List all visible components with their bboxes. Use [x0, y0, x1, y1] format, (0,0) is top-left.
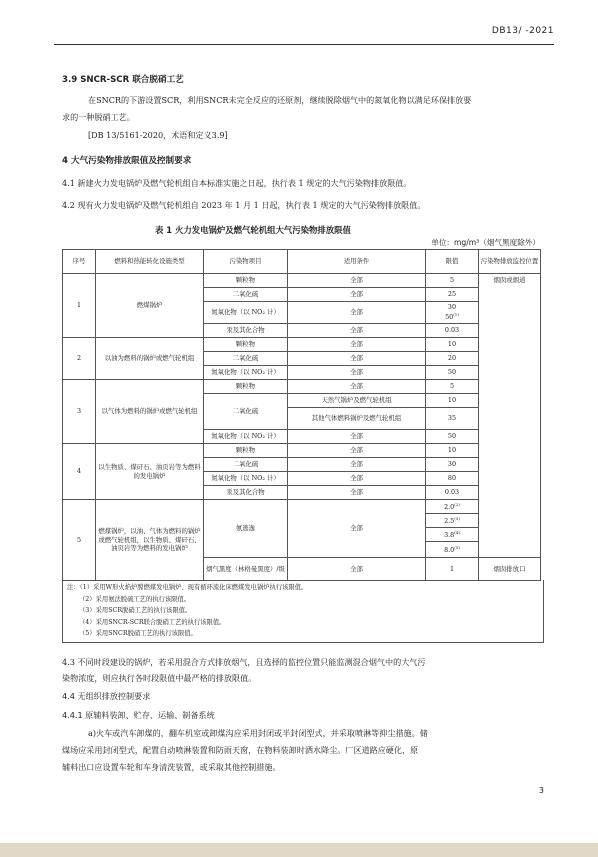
cell-condition: 全部 — [288, 500, 426, 558]
page-number: 3 — [538, 786, 544, 795]
table-note: （3）采用SCR脱硝工艺的执行该限值。 — [79, 607, 192, 614]
cell-pollutant: 汞及其化合物 — [204, 486, 288, 500]
table-note: （4）采用SNCR-SCR联合脱硝工艺的执行该限值。 — [79, 618, 226, 626]
cell-pollutant: 颗粒物 — [204, 444, 288, 458]
header-rule — [54, 44, 554, 45]
table-caption: 表 1 火力发电锅炉及燃气轮机组大气污染物排放限值 — [155, 225, 351, 235]
cell-limit: 10 — [426, 394, 479, 408]
cell-fuel-type: 燃煤锅炉，以油、气体为燃料的锅炉或燃气轮机组，以生物质、煤矸石、油页岩等为燃料的发电锅炉 — [96, 500, 204, 581]
table-row — [63, 338, 541, 352]
cell-limit — [426, 500, 479, 514]
cell-pollutant: 二氧化硫 — [204, 458, 288, 472]
footnote-ref: (4) — [454, 530, 460, 536]
cell-limit: 20 — [426, 352, 479, 366]
cell-condition: 全部 — [288, 302, 426, 324]
limit-value-with-note — [427, 311, 477, 322]
table-unit: 单位：mg/m³（烟气黑度除外） — [431, 238, 540, 247]
table-row — [63, 444, 541, 458]
cell-limit: 10 — [426, 338, 479, 352]
limit-value: 8.0 — [444, 546, 455, 555]
section-3-9-heading: 3.9 SNCR-SCR 联合脱硝工艺 — [62, 75, 184, 85]
section-4-4-heading: 4.4 无组织排放控制要求 — [62, 691, 151, 701]
table-row — [63, 274, 541, 288]
table-row — [63, 380, 541, 394]
cell-condition: 全部 — [288, 486, 426, 500]
cell-condition: 全部 — [288, 380, 426, 394]
clause-4-3-line1: 4.3 不同时段建设的锅炉，若采用混合方式排放烟气，且选择的监控位置只能监测混合烟气中的大气污 — [62, 657, 426, 667]
cell-fuel-type: 以生物质、煤矸石、油页岩等为燃料的发电锅炉 — [96, 444, 204, 500]
cell-pollutant: 二氧化硫 — [204, 288, 288, 302]
section-4-heading: 4 大气污染物排放限值及控制要求 — [62, 156, 192, 166]
cell-pollutant: 颗粒物 — [204, 380, 288, 394]
limit-value: 3.8 — [444, 531, 455, 540]
cell-pollutant: 氮氧化物（以 NO₂ 计） — [204, 472, 288, 486]
cell-limit: 25 — [426, 288, 479, 302]
clause-4-2: 4.2 现有火力发电锅炉及燃气轮机组自 2023 年 1 月 1 日起，执行表 1 规定的大气污染物排放限值。 — [62, 200, 426, 210]
cell-condition: 天然气锅炉及燃气轮机组 — [288, 394, 426, 408]
section-3-9-text-line1: 在SNCR的下游设置SCR，利用SNCR未完全反应的还原剂，继续脱除烟气中的氮氧化物以满足环保排放要 — [88, 95, 472, 105]
header-condition: 适用条件 — [288, 250, 426, 274]
cell-limit — [426, 542, 479, 558]
cell-limit — [426, 302, 479, 324]
cell-fuel-type: 燃煤锅炉 — [96, 274, 204, 338]
header-pollutant: 污染物项目 — [204, 250, 288, 274]
cell-limit: 5 — [426, 274, 479, 288]
table-row — [63, 500, 541, 514]
limit-value: 2.5 — [444, 517, 455, 526]
limit-value: 50 — [445, 313, 454, 322]
table-note: （2）采用氨法脱硫工艺的执行该限值。 — [79, 595, 191, 603]
cell-pollutant: 二氧化硫 — [204, 352, 288, 366]
header-monitor: 污染物排放监控位置 — [479, 250, 541, 274]
table-notes — [62, 580, 544, 643]
bottom-band — [0, 843, 598, 857]
cell-condition: 全部 — [288, 472, 426, 486]
cell-pollutant: 二氧化硫 — [204, 394, 288, 430]
cell-seq: 4 — [63, 444, 96, 500]
cell-pollutant: 氮氧化物（以 NO₂ 计） — [204, 302, 288, 324]
footnote-ref: (3) — [454, 516, 460, 522]
cell-pollutant: 氨逃逸 — [204, 500, 288, 558]
cell-limit: 0.03 — [426, 324, 479, 338]
cell-seq: 3 — [63, 380, 96, 444]
cell-condition: 全部 — [288, 352, 426, 366]
clause-a-line2: 煤场应采用封闭型式，配置自动喷淋装置和防雨天窗，在物料装卸时洒水降尘。厂区道路应硬化，原 — [62, 745, 419, 755]
section-3-9-text-line2: 求的一种脱硝工艺。 — [62, 112, 135, 122]
cell-limit: 50 — [426, 366, 479, 380]
document-code: DB13/ -2021 — [491, 26, 554, 36]
table-note: （5）采用SNCR脱硝工艺的执行该限值。 — [79, 630, 197, 637]
clause-4-1: 4.1 新建火力发电锅炉及燃气轮机组自本标准实施之日起，执行表 1 规定的大气污染物排放限值。 — [62, 178, 412, 188]
cell-seq: 5 — [63, 500, 96, 581]
cell-fuel-type: 以气体为燃料的锅炉或燃气轮机组 — [96, 380, 204, 444]
cell-condition: 全部 — [288, 458, 426, 472]
clause-a-line1: a)火车或汽车卸煤的，翻车机室或卸煤沟应采用封闭或半封闭型式，并采取喷淋等抑尘措施。储 — [88, 728, 428, 738]
cell-seq: 1 — [63, 274, 96, 338]
footnote-ref: (2) — [454, 502, 460, 508]
cell-limit — [426, 514, 479, 528]
header-fuel-type: 燃料和热能转化设施类型 — [96, 250, 204, 274]
cell-fuel-type: 以油为燃料的锅炉或燃气轮机组 — [96, 338, 204, 380]
header-limit: 限值 — [426, 250, 479, 274]
section-3-9-reference: [DB 13/5161-2020，术语和定义3.9] — [88, 130, 228, 140]
limit-value: 2.0 — [444, 503, 455, 512]
cell-seq: 2 — [63, 338, 96, 380]
clause-4-3-line2: 染物浓度，则应执行各时段限值中最严格的排放限值。 — [62, 673, 257, 683]
cell-condition: 其他气体燃料锅炉及燃气轮机组 — [288, 408, 426, 430]
table-note: 注：（1）采用W形火焰炉膛燃煤发电锅炉、现有循环流化床燃煤发电锅炉执行该限值。 — [67, 584, 308, 591]
cell-condition: 全部 — [288, 430, 426, 444]
footnote-ref: (1) — [453, 312, 459, 318]
cell-limit: 10 — [426, 444, 479, 458]
emission-limit-table — [62, 249, 541, 581]
cell-condition: 全部 — [288, 338, 426, 352]
cell-limit: 0.03 — [426, 486, 479, 500]
cell-limit: 30 — [426, 458, 479, 472]
cell-limit: 5 — [426, 380, 479, 394]
cell-condition: 全部 — [288, 444, 426, 458]
limit-value: 30 — [447, 302, 457, 311]
cell-condition: 全部 — [288, 324, 426, 338]
cell-limit: 50 — [426, 430, 479, 444]
cell-condition: 全部 — [288, 274, 426, 288]
cell-pollutant: 烟气黑度（林格曼黑度）/级 — [204, 558, 288, 581]
cell-limit: 35 — [426, 408, 479, 430]
cell-condition: 全部 — [288, 558, 426, 581]
cell-monitor: 烟囱或烟道 — [479, 274, 541, 558]
cell-pollutant: 氮氧化物（以 NO₂ 计） — [204, 430, 288, 444]
cell-monitor: 烟囱排放口 — [479, 558, 541, 581]
cell-limit: 1 — [426, 558, 479, 581]
clause-a-line3: 辅料出口应设置车轮和车身清洗装置，或采取其他控制措施。 — [62, 762, 281, 772]
cell-pollutant: 颗粒物 — [204, 274, 288, 288]
cell-pollutant: 汞及其化合物 — [204, 324, 288, 338]
clause-4-4-1-heading: 4.4.1 原辅料装卸、贮存、运输、制备系统 — [62, 710, 215, 720]
cell-pollutant: 氮氧化物（以 NO₂ 计） — [204, 366, 288, 380]
table-header-row — [63, 250, 541, 274]
footnote-ref: (5) — [454, 545, 460, 551]
cell-condition: 全部 — [288, 288, 426, 302]
cell-limit: 80 — [426, 472, 479, 486]
cell-limit — [426, 528, 479, 542]
cell-condition: 全部 — [288, 366, 426, 380]
header-seq: 序号 — [63, 250, 96, 274]
cell-pollutant: 颗粒物 — [204, 338, 288, 352]
